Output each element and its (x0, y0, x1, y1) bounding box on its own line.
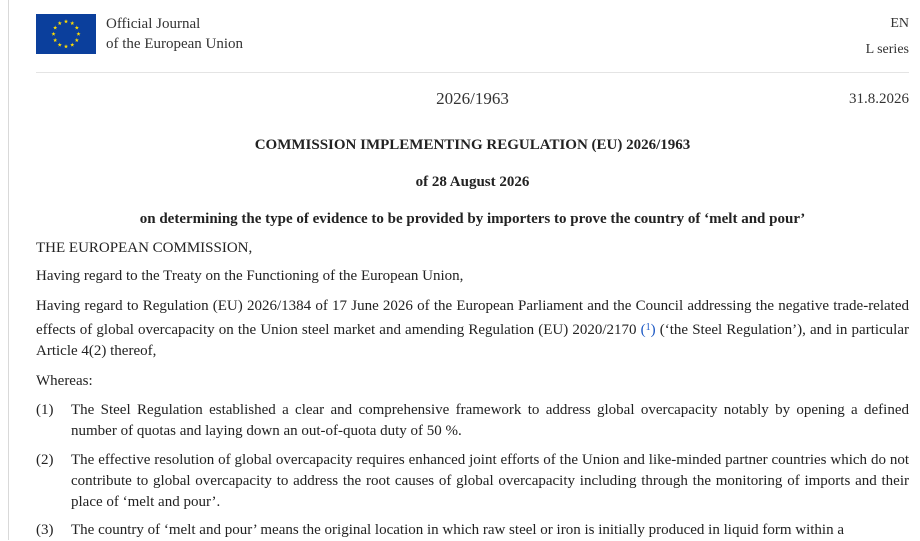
regulation-subject: on determining the type of evidence to be provided by importers to prove the country of ‘melt and pour’ (139, 211, 806, 227)
eu-stars (36, 14, 96, 54)
eu-flag-logo (36, 14, 96, 54)
recital (36, 400, 909, 442)
regard-treaty (36, 266, 909, 287)
footnote-open: ( (640, 322, 646, 338)
recital-number: (1) (36, 402, 54, 418)
regard-regulation (36, 296, 909, 362)
recital-text: The Steel Regulation established a clear and comprehensive framework to address global overcapacity notably by opening a defined number of quotas and laying down an out-of-quota duty of 50 %. (71, 402, 909, 439)
recital-row (36, 450, 909, 513)
regard-treaty-text: Having regard to the Treaty on the Functioning of the European Union, (36, 268, 464, 284)
whereas-text: Whereas: (36, 373, 93, 389)
regard-regulation-before: Having regard to Regulation (EU) 2026/1384 of 17 June 2026 of the European Parliament and the Council addressing the negative trade-related effects of global overcapacity on the Union steel market and amending Regulation (EU) 2020/2170 (36, 298, 909, 338)
regard-regulation-after: (‘the Steel Regulation’), and in particular Article 4(2) thereof, (36, 322, 910, 359)
footnote-close: ) (650, 322, 656, 338)
footnote-ref: 1 (645, 322, 651, 333)
recital-number: (3) (36, 522, 54, 538)
publication-date: 31.8.2026 (849, 91, 909, 107)
oj-header (36, 14, 909, 72)
regulation-date: of 28 August 2026 (415, 174, 530, 190)
recital (36, 450, 909, 513)
journal-name-line1: Official Journal (106, 16, 201, 32)
recital (36, 520, 909, 541)
regulation-title: COMMISSION IMPLEMENTING REGULATION (EU) 2026/1963 (254, 137, 691, 153)
recital-row (36, 520, 909, 541)
recital-row (36, 400, 909, 442)
recital-text: The effective resolution of global overcapacity requires enhanced joint efforts of the Union and like-minded partner countries which do not contribute to global overcapacity to address the root causes of global overcapacity including through the monitoring of imports and their place of ‘melt and pour’. (71, 452, 909, 510)
whereas-line (36, 371, 909, 392)
recital-text: The country of ‘melt and pour’ means the original location in which raw steel or iron is initially produced in liquid form within a (71, 522, 845, 538)
footnote-link[interactable] (641, 322, 656, 338)
series-label: L series (865, 42, 909, 57)
recital-number: (2) (36, 452, 54, 468)
journal-name (106, 14, 243, 54)
regard-regulation-text (36, 296, 909, 362)
journal-name-line2: of the European Union (106, 36, 244, 52)
language-code: EN (890, 16, 909, 31)
institution-text: THE EUROPEAN COMMISSION, (36, 240, 253, 256)
document-number: 2026/1963 (436, 89, 509, 108)
page-edge (8, 0, 9, 540)
institution-line (36, 238, 909, 259)
header-divider (36, 72, 909, 73)
